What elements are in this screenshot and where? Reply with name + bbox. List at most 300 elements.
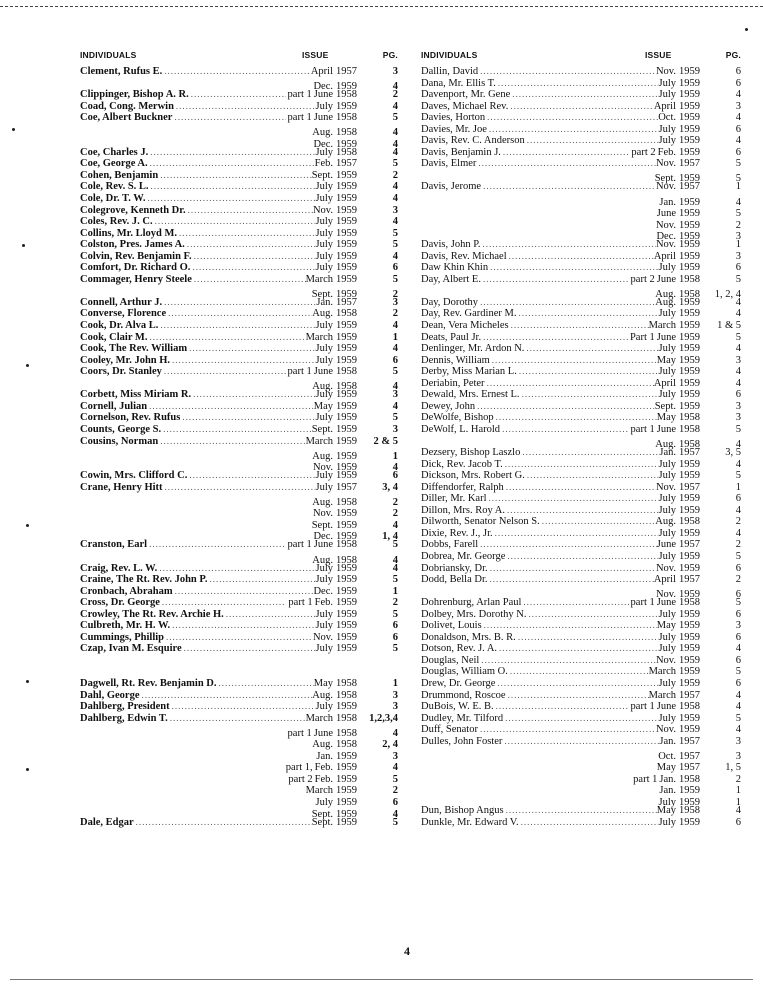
index-entry: [421, 609, 741, 621]
entry-month: Jan.: [659, 785, 676, 797]
entry-name: Davenport, Mr. Gene: [421, 89, 511, 101]
entry-year: 1959: [336, 262, 357, 274]
entry-page: 4: [735, 689, 741, 701]
index-entry: [421, 193, 741, 208]
entry-month: Nov.: [655, 481, 676, 493]
entry-name: Cole, Dr. T. W.: [80, 193, 146, 205]
entry-page: 3: [392, 750, 398, 762]
scan-speck: [12, 128, 15, 131]
entry-name: Cornell, Julian: [80, 400, 148, 412]
entry-page: 4: [735, 89, 741, 101]
entry-name: Dezsery, Bishop Laszlo: [421, 447, 521, 459]
entry-year: 1958: [679, 288, 700, 300]
entry-name: Cook, Dr. Alva L.: [80, 320, 159, 332]
entry-year: 1957: [679, 181, 700, 193]
entry-page: 1: [392, 677, 398, 689]
entry-month: May: [656, 762, 676, 774]
scan-speck: [26, 524, 29, 527]
entry-page: 4: [735, 296, 741, 308]
entry-month: July: [658, 527, 676, 539]
entry-year: 1959: [679, 196, 700, 208]
entry-page: 6: [735, 631, 741, 643]
entry-year: 1959: [336, 508, 357, 520]
index-entry: [421, 447, 741, 459]
entry-name: Cronbach, Abraham: [80, 585, 173, 597]
entry-month: Aug.: [655, 288, 676, 300]
entry-page: 3, 4: [382, 481, 398, 493]
entry-page: 4: [735, 343, 741, 355]
entry-page: 4: [392, 181, 398, 193]
entry-page: 4: [392, 320, 398, 332]
dot-leader: [194, 251, 316, 263]
dot-leader: [484, 620, 657, 632]
index-entry: [421, 158, 741, 170]
entry-page: 4: [392, 343, 398, 355]
index-entry: [80, 389, 398, 401]
entry-name: Coles, Rev. J. C.: [80, 216, 153, 228]
entry-name: Dilworth, Senator Nelson S.: [421, 516, 540, 528]
dot-leader: [483, 332, 628, 344]
index-entry: [421, 690, 741, 702]
index-entry: [80, 470, 398, 482]
entry-month: Aug.: [312, 127, 333, 139]
entry-page: 4: [735, 643, 741, 655]
entry-month: Feb.: [657, 146, 676, 158]
index-entry: [421, 586, 741, 601]
dot-leader: [166, 632, 313, 644]
entry-name: Diffendorfer, Ralph: [421, 481, 504, 493]
entry-month: Aug.: [312, 554, 333, 566]
index-entry: [421, 436, 741, 451]
entry-name: Cross, Dr. George: [80, 597, 160, 609]
index-entry: [421, 401, 741, 413]
index-entry: [421, 124, 741, 136]
dot-leader: [187, 239, 316, 251]
index-entry: [421, 378, 741, 390]
entry-page: 5: [735, 712, 741, 724]
entry-month: Jan.: [316, 296, 333, 308]
entry-part: part 1: [287, 727, 312, 739]
entry-name: Dobbs, Farell: [421, 539, 479, 551]
entry-page: 4: [392, 762, 398, 774]
entry-name: Craine, The Rt. Rev. John P.: [80, 574, 208, 586]
index-entry: [421, 112, 741, 124]
entry-year: 1959: [336, 400, 357, 412]
entry-month: July: [658, 308, 676, 320]
entry-month: Nov.: [655, 724, 676, 736]
entry-year: 1959: [336, 773, 357, 785]
entry-month: March: [648, 320, 676, 332]
entry-page: 5: [735, 173, 741, 185]
dot-leader: [512, 89, 658, 101]
entry-name: Dagwell, Rt. Rev. Benjamin D.: [80, 677, 217, 689]
index-entry: [80, 436, 398, 448]
entry-year: 1958: [679, 412, 700, 424]
index-entry: [421, 78, 741, 90]
entry-page: 5: [392, 574, 398, 586]
entry-month: May: [656, 620, 676, 632]
entry-page: 4: [392, 138, 398, 150]
entry-month: May: [656, 412, 676, 424]
header-individuals: INDIVIDUALS: [80, 50, 137, 60]
entry-month: Nov.: [655, 589, 676, 601]
entry-year: 1959: [679, 135, 700, 147]
entry-page: 5: [392, 773, 398, 785]
dot-leader: [188, 205, 313, 217]
entry-name: Dobriansky, Dr.: [421, 562, 488, 574]
dot-leader: [506, 482, 656, 494]
top-dashed-rule: [0, 6, 763, 7]
dot-leader: [82, 528, 313, 540]
entry-month: July: [315, 574, 333, 586]
entry-page: 3: [735, 735, 741, 747]
entry-year: 1959: [679, 77, 700, 89]
entry-page: 4: [735, 366, 741, 378]
dot-leader: [519, 366, 659, 378]
dot-leader: [483, 181, 656, 193]
entry-page: 6: [735, 77, 741, 89]
index-entry: [421, 805, 741, 817]
entry-month: Feb.: [314, 597, 333, 609]
entry-year: 1958: [336, 146, 357, 158]
index-entry: [421, 320, 741, 332]
entry-year: 1959: [336, 531, 357, 543]
entry-year: 1957: [679, 481, 700, 493]
entry-page: 1, 5: [725, 762, 741, 774]
entry-name: Colvin, Rev. Benjamin F.: [80, 250, 192, 262]
entry-page: 4: [735, 135, 741, 147]
entry-page: 4: [392, 554, 398, 566]
entry-year: 1959: [679, 458, 700, 470]
entry-year: 1958: [679, 597, 700, 609]
entry-year: 1959: [336, 100, 357, 112]
entry-year: 1959: [679, 100, 700, 112]
index-entry: [421, 239, 741, 251]
entry-page: 4: [735, 196, 741, 208]
entry-name: Dewey, John: [421, 400, 476, 412]
index-entry: [80, 355, 398, 367]
entry-year: 1959: [336, 620, 357, 632]
entry-year: 1959: [336, 273, 357, 285]
entry-month: July: [315, 354, 333, 366]
index-entry: [80, 297, 398, 309]
entry-page: 3: [735, 250, 741, 262]
entry-year: 1958: [336, 539, 357, 551]
dot-leader: [492, 355, 657, 367]
entry-page: 2 & 5: [373, 435, 398, 447]
entry-name: Corbett, Miss Miriam R.: [80, 389, 192, 401]
entry-month: Nov.: [655, 181, 676, 193]
index-entry: [421, 736, 741, 748]
entry-name: Cole, Rev. S. L.: [80, 181, 149, 193]
dot-leader: [164, 66, 311, 78]
entry-year: 1959: [336, 750, 357, 762]
entry-part: part 1,: [285, 762, 313, 774]
entry-month: May: [656, 805, 676, 816]
dot-leader: [149, 539, 285, 551]
index-entry: [421, 101, 741, 113]
entry-year: 1959: [679, 250, 700, 262]
entry-year: 1959: [336, 435, 357, 447]
entry-month: July: [315, 100, 333, 112]
entry-year: 1959: [336, 193, 357, 205]
entry-year: 1959: [336, 762, 357, 774]
entry-name: Converse, Florence: [80, 308, 167, 320]
entry-page: 5: [735, 470, 741, 482]
dot-leader: [505, 459, 659, 471]
entry-year: 1959: [679, 331, 700, 343]
entry-year: 1959: [679, 377, 700, 389]
index-entry: [421, 620, 741, 632]
entry-month: Jan.: [659, 735, 676, 747]
dot-leader: [498, 78, 659, 90]
entry-page: 6: [735, 493, 741, 505]
entry-name: Denlinger, Mr. Ardon N.: [421, 343, 525, 355]
entry-part: part 1: [287, 366, 312, 378]
entry-page: 4: [735, 377, 741, 389]
entry-year: 1959: [679, 239, 700, 251]
header-issue: ISSUE: [302, 50, 329, 60]
entry-page: 3: [735, 231, 741, 243]
dot-leader: [423, 770, 631, 782]
index-entry: [80, 632, 398, 644]
entry-page: 6: [392, 354, 398, 366]
entry-year: 1959: [336, 169, 357, 181]
entry-name: Dolbey, Mrs. Dorothy N.: [421, 608, 527, 620]
index-entry: [421, 424, 741, 436]
index-entry: [80, 251, 398, 263]
entry-year: 1959: [336, 250, 357, 262]
entry-month: July: [315, 608, 333, 620]
index-entry: [80, 285, 398, 300]
dot-leader: [423, 285, 655, 297]
dot-leader: [160, 320, 315, 332]
dot-leader: [522, 447, 659, 459]
entry-part: part 1: [630, 701, 655, 713]
entry-year: 1959: [336, 288, 357, 300]
dot-leader: [489, 124, 659, 136]
dot-leader: [423, 193, 659, 205]
entry-page: 6: [392, 620, 398, 632]
dot-leader: [164, 366, 286, 378]
entry-name: DeWolf, L. Harold: [421, 423, 501, 435]
dot-leader: [510, 666, 649, 678]
dot-leader: [184, 643, 316, 655]
entry-month: Jan.: [659, 447, 676, 459]
entry-month: July: [315, 320, 333, 332]
entry-year: 1957: [679, 762, 700, 774]
dot-leader: [526, 343, 658, 355]
entry-part: part 1: [288, 597, 313, 609]
entry-year: 1957: [679, 574, 700, 586]
entry-page: 1: [392, 331, 398, 343]
index-entry: [421, 574, 741, 586]
entry-year: 1957: [679, 447, 700, 459]
index-entry: [80, 690, 398, 702]
entry-year: 1957: [336, 481, 357, 493]
dot-leader: [502, 424, 628, 436]
entry-year: 1959: [336, 519, 357, 531]
entry-name: Craig, Rev. L. W.: [80, 562, 158, 574]
dot-leader: [149, 332, 305, 344]
index-entry: [421, 412, 741, 424]
entry-year: 1959: [679, 366, 700, 378]
entry-name: Cook, Clair M.: [80, 331, 148, 343]
index-entry: [80, 78, 398, 93]
entry-page: 6: [392, 797, 398, 808]
entry-year: 1959: [679, 724, 700, 736]
index-entry: [80, 193, 398, 205]
entry-name: Dodd, Bella Dr.: [421, 574, 488, 586]
page-number: 4: [404, 944, 410, 958]
entry-name: Derby, Miss Marian L.: [421, 366, 517, 378]
entry-year: 1959: [336, 597, 357, 609]
entry-month: Feb.: [314, 158, 333, 170]
entry-month: April: [653, 377, 676, 389]
entry-year: 1959: [679, 389, 700, 401]
index-entry: [80, 320, 398, 332]
entry-month: March: [305, 273, 333, 285]
entry-page: 4: [735, 458, 741, 470]
index-entry: [80, 170, 398, 182]
entry-month: June: [656, 701, 676, 713]
dot-leader: [82, 736, 312, 748]
index-entry: [80, 158, 398, 170]
entry-name: Cornelson, Rev. Rufus: [80, 412, 181, 424]
entry-month: April: [653, 100, 676, 112]
entry-name: Dillon, Mrs. Roy A.: [421, 504, 506, 516]
entry-page: 3: [392, 66, 398, 77]
entry-page: 5: [392, 227, 398, 239]
dot-leader: [487, 378, 654, 390]
entry-month: June: [313, 539, 333, 551]
entry-year: 1959: [679, 296, 700, 308]
scan-speck: [26, 364, 29, 367]
dot-leader: [507, 551, 658, 563]
index-entry: [80, 228, 398, 240]
dot-leader: [82, 459, 313, 471]
index-entry: [421, 343, 741, 355]
entry-name: Davis, Benjamin J.: [421, 146, 501, 158]
entry-year: 1958: [336, 689, 357, 701]
index-entry: [421, 66, 741, 78]
entry-year: 1959: [679, 470, 700, 482]
entry-month: Aug.: [312, 381, 333, 393]
index-entry: [421, 262, 741, 274]
index-entry: [421, 459, 741, 471]
entry-name: Crowley, The Rt. Rev. Archie H.: [80, 608, 224, 620]
dot-leader: [423, 216, 656, 228]
entry-page: 6: [735, 66, 741, 77]
entry-page: 4: [392, 250, 398, 262]
entry-page: 3: [392, 701, 398, 713]
header-individuals: INDIVIDUALS: [421, 50, 478, 60]
entry-month: July: [315, 481, 333, 493]
entry-month: June: [313, 112, 333, 124]
entry-year: 1959: [679, 354, 700, 366]
entry-page: 4: [392, 808, 398, 820]
entry-name: Dohrenburg, Arlan Paul: [421, 597, 522, 609]
dot-leader: [82, 505, 313, 517]
entry-month: March: [648, 689, 676, 701]
index-entry: [80, 332, 398, 344]
entry-name: Davis, Rev. C. Anderson: [421, 135, 525, 147]
index-entry: [80, 378, 398, 393]
entry-year: 1958: [679, 273, 700, 285]
entry-name: Connell, Arthur J.: [80, 296, 163, 308]
index-entry: [80, 609, 398, 621]
entry-part: part 1: [633, 773, 658, 785]
dot-leader: [159, 563, 315, 575]
entry-year: 1959: [336, 574, 357, 586]
entry-year: 1959: [336, 227, 357, 239]
dot-leader: [423, 793, 658, 805]
index-entry: [80, 274, 398, 286]
index-entry: [80, 574, 398, 586]
entry-name: Dickson, Mrs. Robert G.: [421, 470, 525, 482]
entry-month: April: [653, 574, 676, 586]
header-page: PG.: [382, 50, 398, 60]
entry-year: 1959: [679, 173, 700, 185]
index-entry: [421, 655, 741, 667]
index-entry: [421, 747, 741, 762]
scan-speck: [26, 680, 29, 683]
entry-page: 5: [392, 412, 398, 424]
index-entry: [421, 493, 741, 505]
dot-leader: [423, 170, 655, 182]
entry-page: 4: [392, 216, 398, 228]
entry-month: Sept.: [311, 519, 333, 531]
entry-year: 1957: [679, 735, 700, 747]
entry-page: 4: [735, 701, 741, 713]
entry-page: 4: [392, 127, 398, 139]
dot-leader: [151, 181, 316, 193]
dot-leader: [483, 239, 656, 251]
scan-speck: [22, 244, 25, 247]
entry-part: part 1: [630, 597, 655, 609]
entry-month: Aug.: [312, 496, 333, 508]
index-entry: [421, 366, 741, 378]
entry-year: 1958: [336, 739, 357, 751]
entry-page: 5: [735, 331, 741, 343]
entry-name: Coe, Albert Buckner: [80, 112, 173, 124]
dot-leader: [507, 505, 658, 517]
entry-month: July: [315, 562, 333, 574]
dot-leader: [163, 424, 312, 436]
dot-leader: [423, 747, 658, 759]
dot-leader: [527, 135, 659, 147]
entry-name: Daves, Michael Rev.: [421, 100, 509, 112]
entry-month: Feb.: [314, 762, 333, 774]
entry-year: 1959: [336, 423, 357, 435]
entry-year: 1959: [679, 589, 700, 601]
dot-leader: [82, 759, 284, 771]
dot-leader: [488, 493, 658, 505]
dot-leader: [192, 262, 315, 274]
entry-year: 1959: [336, 608, 357, 620]
dot-leader: [480, 66, 656, 78]
entry-page: 5: [392, 158, 398, 170]
entry-month: July: [658, 643, 676, 655]
entry-month: Nov.: [312, 508, 333, 520]
dot-leader: [82, 551, 312, 563]
dot-leader: [147, 193, 315, 205]
dot-leader: [82, 747, 316, 759]
entry-month: July: [658, 458, 676, 470]
entry-month: Nov.: [655, 239, 676, 251]
index-entry: [80, 713, 398, 725]
entry-month: June: [656, 208, 676, 220]
